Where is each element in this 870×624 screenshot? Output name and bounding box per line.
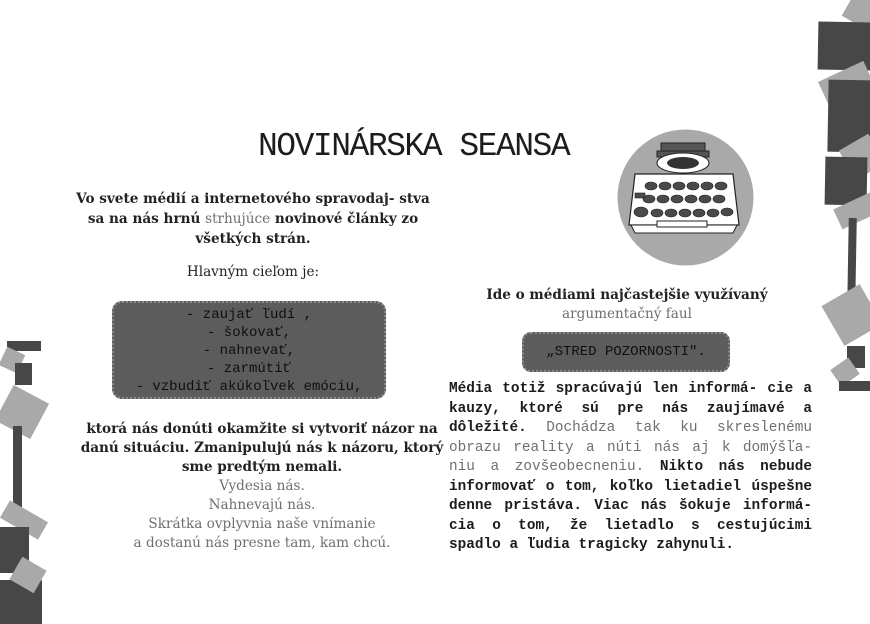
decor-shape bbox=[0, 385, 49, 439]
decor-shape bbox=[15, 363, 32, 385]
fallacy-intro bbox=[452, 286, 802, 324]
decor-shape bbox=[821, 284, 870, 346]
explanation-grey: Dochádza tak ku skreslenému obrazu reality a núti nás aj k domýšľa- niu a zovšeobecneniu. bbox=[449, 420, 812, 475]
intro-text: Vo svete médií a internetového spravodaj- stva sa na nás hrnú bbox=[76, 191, 430, 227]
intro-highlight: strhujúce bbox=[205, 211, 271, 227]
fallacy-intro-bold: Ide o médiami najčastejšie využívaný bbox=[486, 287, 768, 303]
fallacy-intro-grey: argumentačný faul bbox=[562, 306, 692, 322]
goal-item: - zarmútiť bbox=[206, 361, 291, 377]
page-title: NOVINÁRSKA SEANSA bbox=[258, 128, 570, 165]
fallacy-name: „STRED POZORNOSTI". bbox=[546, 344, 706, 360]
decor-shape bbox=[13, 426, 22, 508]
explanation-bold-end: Nikto nás nebude informovať o tom, koľko lietadiel úspešne denne pristáva. Viac nás šokuje informá- cia o tom, že lietadlo s cestujúcimi spadlo a ľudia tragicky zahynuli. bbox=[449, 459, 813, 553]
result-bold-text: ktorá nás donúti okamžite si vytvoriť názor na danú situáciu. Zmanipulujú nás k názoru, ktorý sme predtým nemali. bbox=[80, 421, 444, 475]
explanation-bold: Média totiž spracúvajú len informá- cie a kauzy, ktoré sú pre nás zaujímavé a dôležité. bbox=[449, 381, 812, 436]
result-grey-line: a dostanú nás presne tam, kam chcú. bbox=[133, 535, 391, 551]
result-grey-line: Skrátka ovplyvnia naše vnímanie bbox=[148, 516, 376, 532]
goal-item: - vzbudiť akúkoľvek emóciu, bbox=[135, 379, 363, 395]
intro-paragraph bbox=[70, 189, 436, 249]
result-paragraph bbox=[70, 420, 454, 553]
goal-item: - zaujať ľudí , bbox=[185, 307, 313, 323]
decor-shape bbox=[839, 381, 870, 391]
goal-item: - nahnevať, bbox=[202, 343, 296, 359]
result-grey-line: Vydesia nás. bbox=[219, 478, 305, 494]
explanation-paragraph bbox=[449, 380, 812, 556]
goal-item: - šokovať, bbox=[206, 325, 291, 341]
result-grey-line: Nahnevajú nás. bbox=[208, 497, 316, 513]
fallacy-name-box bbox=[522, 332, 730, 372]
typewriter-icon bbox=[617, 129, 754, 266]
goals-box bbox=[112, 301, 386, 399]
intro-text-end: novinové články zo všetkých strán. bbox=[195, 211, 419, 247]
goal-label: Hlavným cieľom je: bbox=[186, 264, 320, 280]
